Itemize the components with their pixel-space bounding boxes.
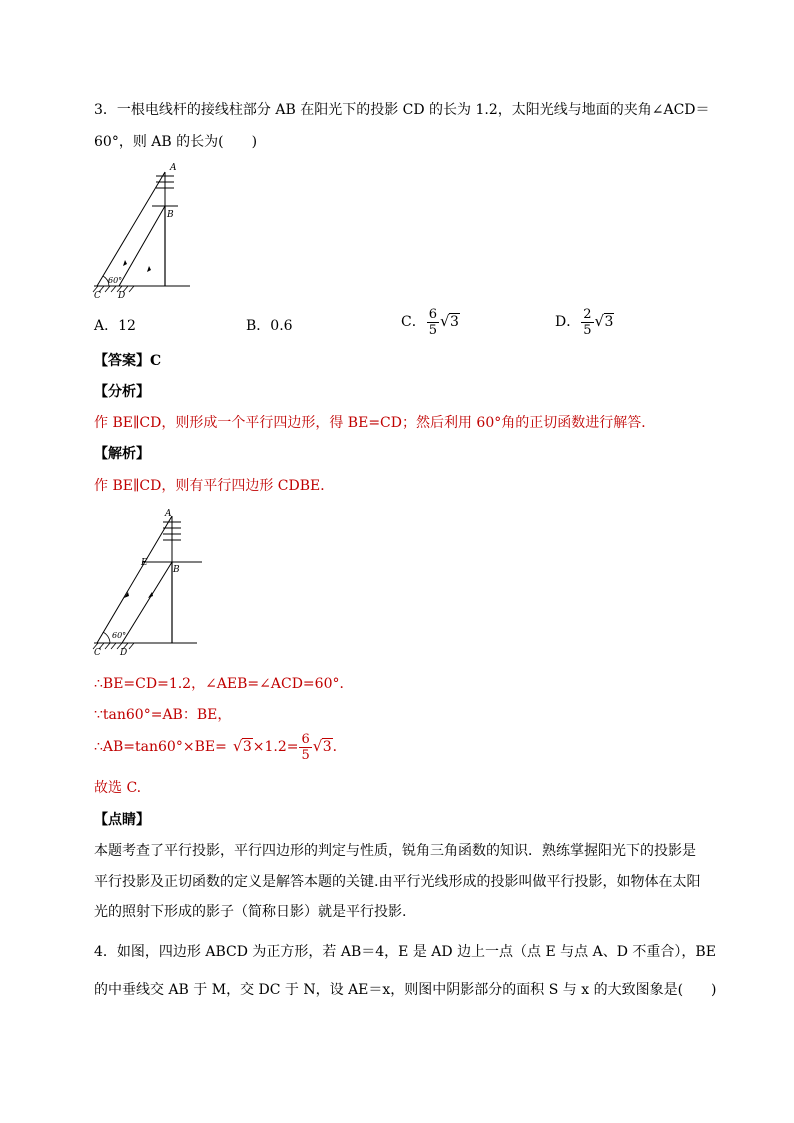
comment-tag: 【点睛】 bbox=[94, 812, 150, 828]
point-d-label: D bbox=[118, 291, 126, 300]
q4-stem-line1: 4．如图，四边形 ABCD 为正方形，若 AB＝4，E 是 AD 边上一点（点 E 与点 A、D 不重合），BE bbox=[94, 944, 716, 960]
solution-line1: 作 BE∥CD，则有平行四边形 CDBE． bbox=[94, 478, 335, 494]
analysis-tag: 【分析】 bbox=[94, 384, 150, 400]
option-c-sqrt: √ 3 bbox=[440, 306, 460, 338]
solution-step1: ∴BE=CD=1.2，∠AEB=∠ACD=60°． bbox=[94, 676, 354, 692]
q3-stem-line2: 60°，则 AB 的长为( ) bbox=[94, 134, 258, 150]
fig2-point-d-label: D bbox=[120, 648, 128, 656]
q3-stem-line1: 3．一根电线杆的接线柱部分 AB 在阳光下的投影 CD 的长为 1.2，太阳光线与地面的夹角∠ACD＝ bbox=[94, 102, 710, 118]
step3-sqrt1: √ 3 bbox=[233, 731, 253, 763]
step3-end: ． bbox=[332, 739, 347, 755]
angle-label: 60° bbox=[108, 276, 123, 285]
option-a[interactable]: A．12 bbox=[94, 318, 136, 334]
answer-tag: 【答案】C bbox=[94, 353, 162, 369]
option-c-prefix: C． bbox=[401, 314, 426, 330]
option-c-fraction: $\frac{6}{5}$ bbox=[428, 306, 437, 338]
step3-fraction: $\frac{6}{5}$ bbox=[301, 731, 310, 763]
comment-line1: 本题考查了平行投影，平行四边形的判定与性质，锐角三角函数的知识．熟练掌握阳光下的投影是 bbox=[94, 843, 696, 859]
comment-line2: 平行投影及正切函数的定义是解答本题的关键.由平行光线形成的投影叫做平行投影，如物体在太阳 bbox=[94, 874, 701, 890]
conclusion: 故选 C. bbox=[94, 780, 142, 796]
option-d-sqrt: √ 3 bbox=[595, 306, 615, 338]
q3-figure-1 bbox=[92, 162, 192, 300]
step3-prefix: ∴AB=tan60°×BE= bbox=[94, 739, 227, 755]
q3-figure-2 bbox=[92, 506, 202, 656]
step3-sqrt2: √ 3 bbox=[313, 731, 333, 763]
option-c[interactable] bbox=[401, 306, 460, 338]
solution-tag: 【解析】 bbox=[94, 446, 150, 462]
comment-line3: 光的照射下形成的影子（简称日影）就是平行投影. bbox=[94, 904, 407, 920]
q4-stem-line2: 的中垂线交 AB 于 M，交 DC 于 N，设 AE＝x，则图中阴影部分的面积 S 与 x 的大致图象是( ) bbox=[94, 982, 717, 998]
fig2-point-b-label: B bbox=[173, 565, 180, 575]
fig2-angle-label: 60° bbox=[112, 631, 127, 640]
solution-step3 bbox=[94, 731, 347, 763]
point-c-label: C bbox=[94, 291, 101, 300]
point-b-label: B bbox=[167, 210, 174, 220]
option-d[interactable] bbox=[555, 306, 614, 338]
option-d-fraction: $\frac{2}{5}$ bbox=[583, 306, 592, 338]
analysis-text: 作 BE∥CD，则形成一个平行四边形，得 BE=CD；然后利用 60°角的正切函数进行解答． bbox=[94, 415, 656, 431]
fig2-point-c-label: C bbox=[94, 648, 101, 656]
step3-mid: ×1.2= bbox=[252, 739, 299, 755]
point-a-label: A bbox=[170, 163, 177, 173]
option-b[interactable]: B．0.6 bbox=[246, 318, 293, 334]
fig2-point-e-label: E bbox=[141, 558, 148, 568]
solution-step2: ∵tan60°=AB：BE， bbox=[94, 707, 232, 723]
fig2-point-a-label: A bbox=[165, 509, 172, 519]
option-d-prefix: D． bbox=[555, 314, 581, 330]
